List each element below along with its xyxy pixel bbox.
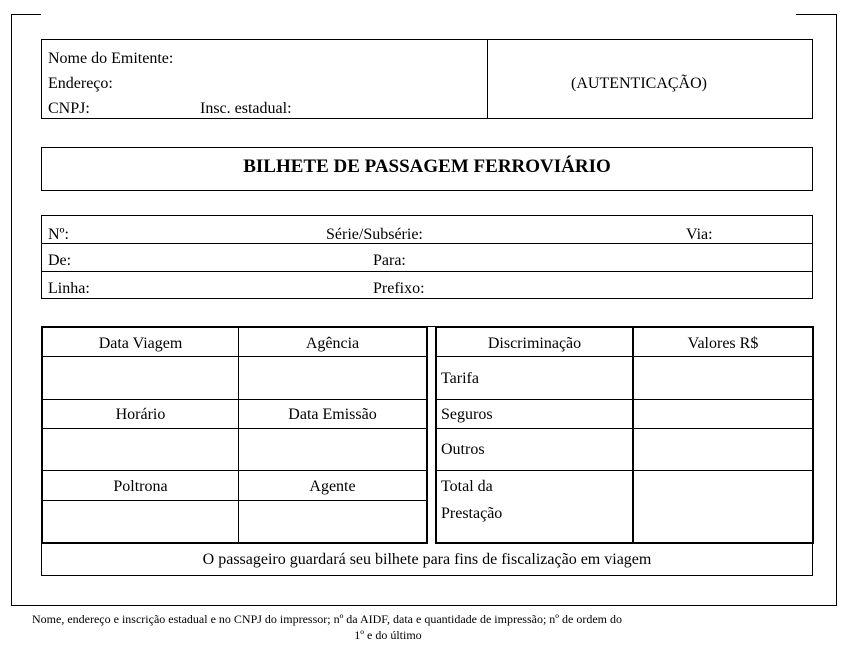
trip-row-divider-1 — [41, 356, 428, 357]
agent-header: Agente — [309, 478, 356, 495]
agency-header: Agência — [305, 335, 360, 352]
emitter-cnpj-label: CNPJ: — [48, 100, 90, 117]
to-label: Para: — [373, 252, 406, 269]
number-label: Nº: — [48, 226, 69, 243]
passenger-notice: O passageiro guardará seu bilhete para fins de fiscalização em viagem — [202, 551, 652, 568]
travel-date-header: Data Viagem — [98, 335, 183, 352]
outer-frame-top-left — [11, 14, 41, 15]
values-row-divider-1 — [435, 356, 814, 357]
fare-label: Tarifa — [441, 370, 479, 387]
trip-row-divider-5 — [41, 500, 428, 501]
ticket-title: BILHETE DE PASSAGEM FERROVIÁRIO — [243, 156, 611, 177]
trip-row-divider-4 — [41, 470, 428, 471]
line-label: Linha: — [48, 280, 90, 297]
via-label: Via: — [686, 226, 713, 243]
prefix-label: Prefixo: — [373, 280, 425, 297]
trip-table-col-divider — [238, 326, 239, 544]
issue-date-header: Data Emissão — [288, 406, 377, 423]
values-header: Valores R$ — [687, 335, 759, 352]
trip-row-divider-2 — [41, 399, 428, 400]
info-divider-2 — [41, 271, 813, 272]
emitter-state-reg-label: Insc. estadual: — [200, 100, 292, 117]
total-label-line1: Total da — [441, 478, 493, 495]
values-row-divider-2 — [435, 399, 814, 400]
authentication-label: (AUTENTICAÇÃO) — [571, 75, 707, 92]
trip-row-divider-3 — [41, 428, 428, 429]
from-label: De: — [48, 252, 72, 269]
trip-table — [41, 326, 428, 544]
insurance-label: Seguros — [441, 406, 493, 423]
printer-info-line1: Nome, endereço e inscrição estadual e no CNPJ do impressor; nº da AIDF, data e quantidade de impressão; nº de ordem do — [32, 612, 622, 626]
values-table-col-divider — [632, 326, 634, 544]
emitter-divider — [487, 39, 488, 119]
values-row-divider-4 — [435, 470, 814, 471]
outer-frame-top-right — [796, 14, 837, 15]
time-header: Horário — [115, 406, 166, 423]
values-row-divider-3 — [435, 428, 814, 429]
others-label: Outros — [441, 441, 485, 458]
series-label: Série/Subsérie: — [326, 226, 423, 243]
printer-info-line2: 1º e do último — [354, 628, 422, 642]
total-label-line2: Prestação — [441, 505, 503, 522]
emitter-name-label: Nome do Emitente: — [48, 50, 174, 67]
seat-header: Poltrona — [113, 478, 168, 495]
description-header: Discriminação — [487, 335, 582, 352]
emitter-address-label: Endereço: — [48, 75, 113, 92]
